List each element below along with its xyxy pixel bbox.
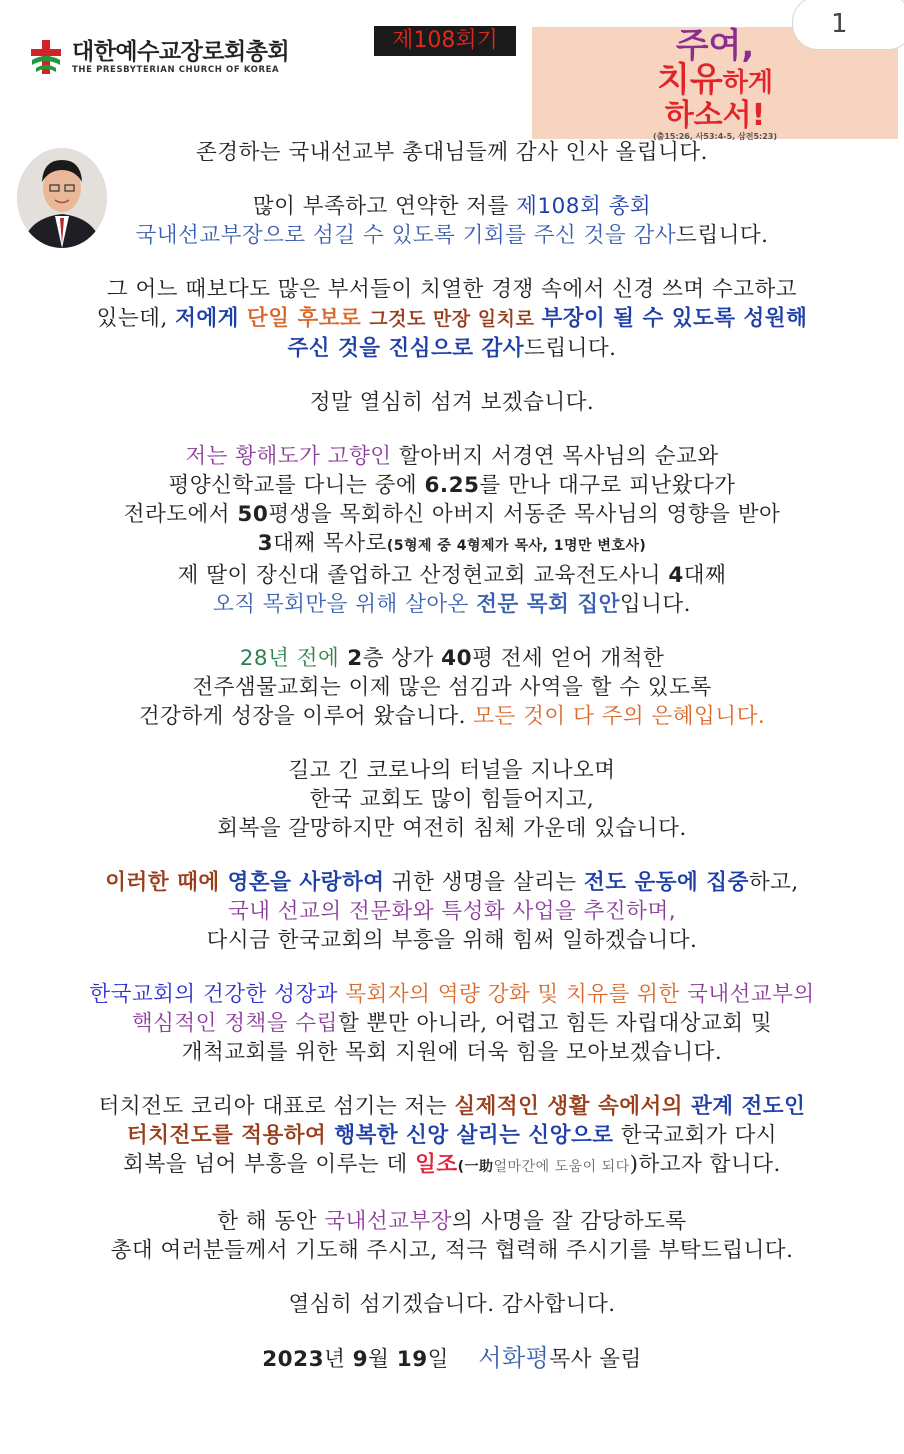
text-date: 2023 — [262, 1347, 325, 1372]
text-date: 9 — [352, 1347, 369, 1372]
paragraph-5-line-2 — [0, 471, 904, 500]
signature-line — [0, 1344, 904, 1374]
text-highlight: 목회자의 역량 강화 및 치유를 위한 — [345, 982, 688, 1007]
text-highlight: 핵심적인 정책을 수립 — [131, 1011, 338, 1036]
paragraph-5-line-3 — [0, 500, 904, 529]
text: 를 만나 대구로 피난왔다가 — [479, 473, 736, 498]
text-number: 2 — [339, 646, 363, 671]
text: 드립니다. — [524, 336, 617, 361]
text: 평 전세 얻어 개척한 — [472, 646, 665, 671]
text-highlight: 관계 전도인 — [691, 1094, 806, 1119]
text: 많이 부족하고 연약한 저를 — [252, 194, 517, 219]
paragraph-11-line-2: 총대 여러분들께서 기도해 주시고, 적극 협력해 주시기를 부탁드립니다. — [110, 1238, 794, 1263]
text-highlight: 이러한 때에 — [105, 870, 228, 895]
org-name-ko: 대한예수교장로회총회 — [72, 39, 290, 65]
text-note: 얼마간에 도움이 되다 — [493, 1159, 630, 1175]
text-highlight: 한국교회의 건강한 성장과 — [89, 982, 346, 1007]
text: 목사 올림 — [549, 1347, 642, 1372]
paragraph-10-line-2 — [0, 1121, 904, 1150]
text: 한 해 동안 — [217, 1209, 325, 1234]
paragraph-4: 정말 열심히 섬겨 보겠습니다. — [309, 390, 595, 415]
text-highlight: 저는 황해도가 고향인 — [185, 444, 392, 469]
paragraph-3-line-3 — [0, 334, 904, 363]
banner-line-3: 하소서! — [664, 98, 766, 133]
paragraph-11-line-1 — [0, 1207, 904, 1236]
banner-line-2a: 치유 — [657, 60, 723, 100]
text-highlight: 일조 — [415, 1152, 458, 1177]
text: 할아버지 서경연 목사님의 순교와 — [391, 444, 719, 469]
text-date: 일 — [427, 1347, 449, 1372]
text: 한국교회가 다시 — [613, 1123, 778, 1148]
paragraph-6-line-2: 전주샘물교회는 이제 많은 섬김과 사역을 할 수 있도록 — [192, 675, 712, 700]
text-highlight: 실제적인 생활 속에서의 — [454, 1094, 692, 1119]
text-number: 50 — [237, 502, 269, 527]
session-badge: 제108회기 — [374, 26, 516, 56]
text: 평생을 목회하신 아버지 서동준 목사님의 영향을 받아 — [268, 502, 781, 527]
text-highlight: 국내선교부장으로 섬길 수 있도록 기회를 주신 것을 감사 — [135, 223, 677, 248]
text-highlight: 국내선교부의 — [687, 982, 815, 1007]
page-number: 1 — [831, 9, 848, 39]
text-highlight: 저에게 — [175, 306, 247, 331]
text-highlight: 국내선교부장 — [324, 1209, 452, 1234]
paragraph-7-line-1: 길고 긴 코로나의 터널을 지나오며 — [288, 758, 616, 783]
text-date: 19 — [396, 1347, 428, 1372]
text: 귀한 생명을 살리는 — [384, 870, 584, 895]
text-number: 6.25 — [424, 473, 480, 498]
paragraph-5-line-5 — [0, 561, 904, 590]
text-note: (5형제 중 4형제가 목사, 1명만 변호사) — [386, 538, 647, 554]
text: 의 사명을 잘 감당하도록 — [452, 1209, 687, 1234]
banner-line-2b: 하게 — [722, 68, 773, 98]
text: 건강하게 성장을 이루어 왔습니다. — [138, 704, 474, 729]
text-highlight: 전도 운동에 집중 — [583, 870, 749, 895]
paragraph-3-line-2 — [0, 304, 904, 334]
paragraph-6-line-1 — [0, 644, 904, 673]
text-note: (一助 — [457, 1159, 494, 1175]
text-highlight: 주신 것을 진심으로 감사 — [287, 336, 525, 361]
paragraph-10-line-1 — [0, 1092, 904, 1121]
paragraph-8-line-3: 다시금 한국교회의 부흥을 위해 힘써 일하겠습니다. — [206, 928, 698, 953]
text-session: 제108회 총회 — [516, 194, 652, 219]
text: 대째 목사로 — [273, 531, 387, 556]
text-date: 년 — [324, 1347, 353, 1372]
text: 할 뿐만 아니라, 어렵고 힘든 자립대상교회 및 — [337, 1011, 773, 1036]
text-highlight: 전문 목회 집안 — [476, 592, 620, 617]
text-highlight: 모든 것이 다 주의 은혜입니다. — [473, 704, 766, 729]
text: 입니다. — [619, 592, 692, 617]
paragraph-closing: 열심히 섬기겠습니다. 감사합니다. — [288, 1292, 616, 1317]
text: 드립니다. — [676, 223, 769, 248]
text: 평양신학교를 다니는 중에 — [168, 473, 425, 498]
text: )하고자 합니다. — [629, 1152, 781, 1177]
text-highlight: 터치전도를 적용하여 — [126, 1123, 335, 1148]
paragraph-7-line-2: 한국 교회도 많이 힘들어지고, — [309, 787, 595, 812]
paragraph-3-line-1: 그 어느 때보다도 많은 부서들이 치열한 경쟁 속에서 신경 쓰며 수고하고 — [106, 277, 798, 302]
org-name-en: THE PRESBYTERIAN CHURCH OF KOREA — [72, 65, 280, 75]
text-highlight: 부장이 될 수 있도록 성원해 — [541, 306, 808, 331]
text-highlight: 그것도 만장 일치로 — [369, 308, 542, 330]
text-highlight: 국내 선교의 전문화와 특성화 사업을 추진하며, — [227, 899, 677, 924]
signature-name: 서화평 — [478, 1344, 550, 1372]
paragraph-8-line-2 — [0, 897, 904, 926]
text: 제 딸이 장신대 졸업하고 산정현교회 교육전도사니 — [177, 563, 669, 588]
text-highlight: 행복한 신앙 살리는 신앙으로 — [334, 1123, 614, 1148]
letter-body — [0, 138, 904, 1374]
text: 층 상가 — [362, 646, 442, 671]
paragraph-7-line-3: 회복을 갈망하지만 여전히 침체 가운데 있습니다. — [217, 816, 687, 841]
text-number: 3 — [257, 531, 274, 556]
text: 회복을 넘어 부흥을 이루는 데 — [123, 1152, 416, 1177]
text: 대째 — [683, 563, 727, 588]
text: 터치전도 코리아 대표로 섬기는 저는 — [98, 1094, 455, 1119]
text-date: 월 — [368, 1347, 397, 1372]
church-logo — [28, 38, 289, 76]
paragraph-8-line-1 — [0, 868, 904, 897]
banner-line-2 — [532, 60, 898, 100]
paragraph-5-line-6 — [0, 590, 904, 619]
text: 하고, — [748, 870, 799, 895]
paragraph-5-line-1 — [0, 442, 904, 471]
page-number-badge — [792, 0, 904, 50]
paragraph-9-line-1 — [0, 980, 904, 1009]
text-highlight: 28년 전에 — [239, 646, 340, 671]
text-number: 40 — [441, 646, 473, 671]
paragraph-9-line-3: 개척교회를 위한 목회 지원에 더욱 힘을 모아보겠습니다. — [181, 1040, 723, 1065]
banner-reference: (출15:26, 사53:4-5, 삼전5:23) — [652, 132, 778, 141]
cross-icon — [28, 38, 64, 76]
paragraph-2-line-2 — [0, 221, 904, 250]
paragraph-5-line-4 — [0, 529, 904, 561]
text: 있는데, — [96, 306, 176, 331]
text-number: 4 — [668, 563, 684, 588]
text: 전라도에서 — [123, 502, 238, 527]
paragraph-2-line-1 — [0, 192, 904, 221]
paragraph-greeting: 존경하는 국내선교부 총대님들께 감사 인사 올립니다. — [196, 140, 708, 165]
text-highlight: 단일 후보로 — [246, 306, 370, 331]
paragraph-10-line-3 — [0, 1150, 904, 1182]
paragraph-9-line-2 — [0, 1009, 904, 1038]
text-highlight: 오직 목회만을 위해 살아온 — [212, 592, 477, 617]
paragraph-6-line-3 — [0, 702, 904, 731]
banner-line-1: 주여, — [675, 26, 755, 66]
text-highlight: 영혼을 사랑하여 — [227, 870, 385, 895]
